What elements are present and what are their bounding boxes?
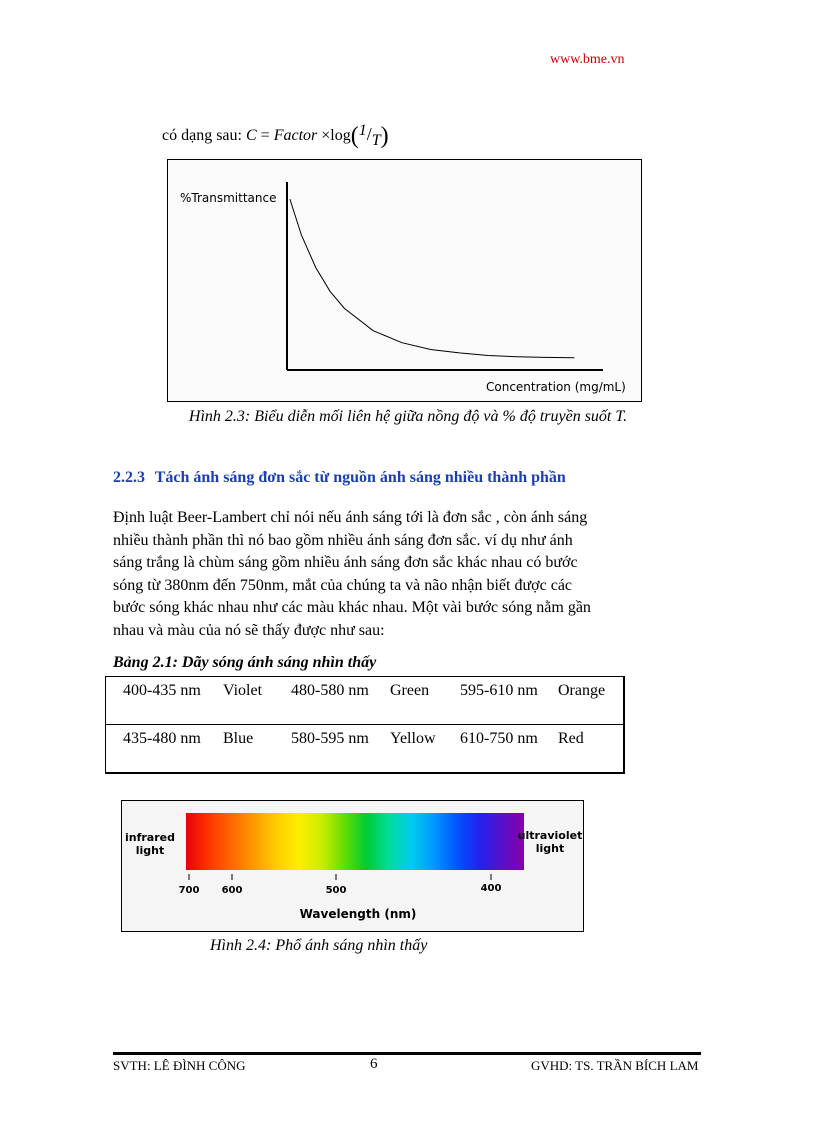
table-cell-color: Red [558, 730, 584, 747]
table-row [106, 724, 623, 772]
wavelength-table [105, 676, 625, 774]
paragraph-line: Định luật Beer-Lambert chỉ nói nếu ánh sáng tới là đơn sắc , còn ánh sáng [113, 509, 588, 526]
formula-factor: Factor [273, 127, 318, 144]
site-url[interactable]: www.bme.vn [550, 52, 625, 67]
section-heading [113, 469, 566, 487]
footer-divider [113, 1052, 701, 1055]
table-cell-range: 610-750 nm [460, 730, 538, 747]
table-cell-range: 400-435 nm [123, 682, 201, 699]
spectrum-canvas [122, 801, 583, 931]
tick-label-500: 500 [325, 885, 347, 896]
tick-label-600: 600 [221, 885, 243, 896]
ultraviolet-label: ultraviolet [517, 829, 583, 842]
paragraph-line: sóng từ 380nm đến 750nm, mắt của chúng ta và não nhận biết được các [113, 576, 573, 594]
formula-equals: = [260, 127, 270, 144]
wavelength-axis-label: Wavelength (nm) [299, 907, 417, 921]
paragraph-line: sáng trắng là chùm sáng gồm nhiều ánh sáng đơn sắc khác nhau có bước [113, 554, 578, 571]
formula-line [162, 122, 389, 150]
x-axis-label: Concentration (mg/mL) [486, 380, 626, 394]
formula-slash: / [366, 124, 372, 144]
table-cell-color: Blue [223, 730, 254, 747]
tick-label-700: 700 [178, 885, 200, 896]
formula-open-paren: ( [350, 123, 359, 149]
figure-2-3-caption: Hình 2.3: Biểu diễn mối liên hệ giữa nồng độ và % độ truyền suốt T. [188, 408, 628, 425]
page-number: 6 [370, 1056, 378, 1072]
infrared-label: infrared [125, 831, 175, 844]
formula-lhs: C [245, 127, 257, 144]
table-cell-range: 435-480 nm [123, 730, 201, 747]
body-paragraph [113, 507, 653, 642]
figure-2-4-caption: Hình 2.4: Phổ ánh sáng nhìn thấy [210, 937, 428, 954]
table-cell-color: Green [390, 682, 430, 699]
footer-student: SVTH: LÊ ĐÌNH CÔNG [113, 1058, 246, 1073]
paragraph-line: nhau và màu của nó sẽ thấy được như sau: [113, 621, 385, 639]
ultraviolet-light-label: light [535, 842, 565, 855]
table-cell-range: 580-595 nm [291, 730, 369, 747]
formula-close-paren: ) [380, 123, 389, 149]
table-cell-range: 595-610 nm [460, 682, 538, 699]
footer-advisor: GVHD: TS. TRẦN BÍCH LAM [531, 1058, 699, 1073]
paragraph-line: bước sóng khác nhau như các màu khác nhau. Một vài bước sóng nằm gần [113, 599, 591, 616]
section-number: 2.2.3 [113, 469, 145, 486]
formula-numerator: 1 [358, 122, 367, 139]
formula-log: log [330, 127, 351, 144]
table-cell-color: Violet [223, 682, 263, 699]
spectrum-bar [186, 813, 524, 870]
table-cell-range: 480-580 nm [291, 682, 369, 699]
tick-label-400: 400 [480, 883, 502, 894]
table-cell-color: Yellow [390, 730, 436, 747]
y-axis-label: %Transmittance [180, 191, 277, 205]
table-row [106, 677, 623, 724]
chart-canvas [168, 160, 641, 401]
section-title: Tách ánh sáng đơn sắc từ nguồn ánh sáng nhiều thành phần [154, 469, 566, 486]
formula-times: × [321, 127, 331, 144]
paragraph-line: nhiều thành phần thì nó bao gồm nhiều ánh sáng đơn sắc. ví dụ như ánh [113, 531, 573, 549]
infrared-light-label: light [135, 844, 165, 857]
table-cell-color: Orange [558, 682, 606, 699]
visible-spectrum-figure [121, 800, 584, 932]
transmittance-chart [167, 159, 642, 402]
formula-prefix: có dạng sau: [162, 127, 242, 144]
formula-denominator: T [371, 132, 381, 149]
table-title: Bảng 2.1: Dãy sóng ánh sáng nhìn thấy [113, 654, 377, 671]
